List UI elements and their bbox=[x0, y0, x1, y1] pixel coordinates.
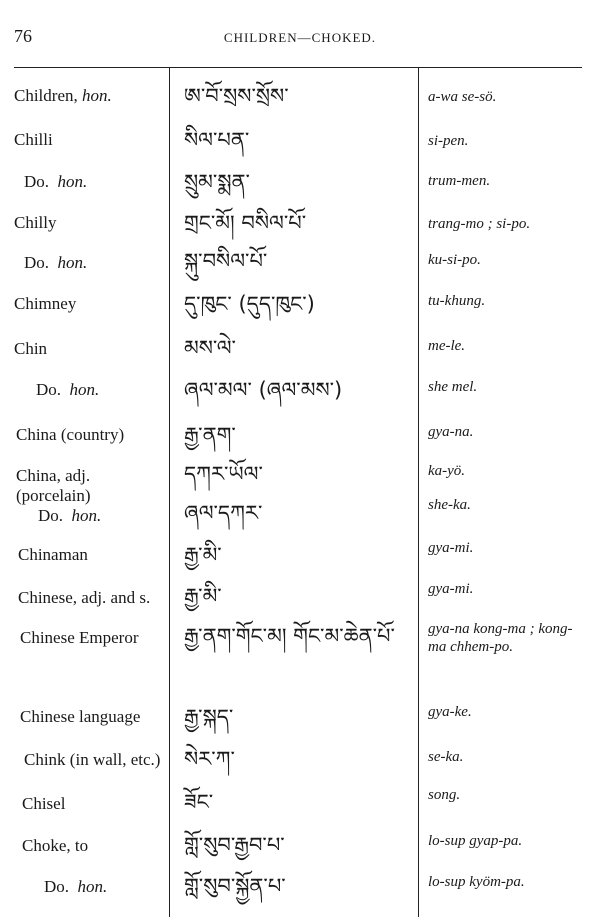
tibetan-term: སྲུམ་སྨན་ bbox=[184, 170, 250, 194]
tibetan-term: དཀར་ཡོལ་ bbox=[184, 462, 263, 486]
transliteration: tu-khung. bbox=[428, 293, 486, 309]
running-head: CHILDREN—CHOKED. bbox=[223, 30, 377, 45]
english-headword: Do. hon. bbox=[24, 172, 88, 191]
transliteration: she-ka. bbox=[428, 497, 471, 513]
tibetan-term: སྐུ་བསིལ་པོ་ bbox=[184, 249, 268, 273]
english-headword: China (country) bbox=[16, 425, 125, 444]
english-headword: Chilli bbox=[14, 130, 53, 149]
tibetan-term: ཟོང་ bbox=[184, 790, 214, 814]
transliteration: song. bbox=[428, 787, 461, 803]
transliteration: gya-na kong-ma ; kong-ma chhem-po. bbox=[428, 621, 573, 655]
tibetan-term: རྒྱ་ནག་ bbox=[184, 423, 236, 447]
transliteration: gya-mi. bbox=[428, 540, 474, 556]
english-headword: Chink (in wall, etc.) bbox=[24, 750, 161, 769]
transliteration: gya-na. bbox=[428, 424, 474, 440]
transliteration: me-le. bbox=[428, 338, 466, 354]
transliteration: lo-sup kyöm-pa. bbox=[428, 874, 525, 890]
english-headword: Chinese, adj. and s. bbox=[18, 588, 151, 607]
tibetan-term: ཞལ་དཀར་ bbox=[184, 501, 263, 525]
tibetan-term: རྒྱ་སྐད་ bbox=[184, 705, 234, 729]
tibetan-term: རྒྱ་མི་ bbox=[184, 543, 222, 567]
tibetan-term: གྲང་མོ། བསིལ་པོ་ bbox=[184, 211, 307, 235]
tibetan-term: ཞལ་མལ་ (ཞལ་མས་) bbox=[184, 378, 343, 402]
tibetan-term: གློ་སུབ་རྒྱབ་པ་ bbox=[184, 833, 285, 857]
english-headword: Chinese language bbox=[20, 707, 141, 726]
transliteration: se-ka. bbox=[428, 749, 464, 765]
english-headword: Chinese Emperor bbox=[20, 628, 139, 647]
header-rule bbox=[14, 67, 582, 68]
english-headword: China, adj. (porcelain) bbox=[16, 466, 91, 505]
tibetan-term: རྒྱ་མི་ bbox=[184, 584, 222, 608]
transliteration: ka-yö. bbox=[428, 463, 466, 479]
transliteration: gya-ke. bbox=[428, 704, 472, 720]
tibetan-term: དུ་ཁུང་ (དུད་ཁུང་) bbox=[184, 292, 315, 316]
transliteration: a-wa se-sö. bbox=[428, 89, 497, 105]
english-headword: Choke, to bbox=[22, 836, 89, 855]
english-headword: Chinaman bbox=[18, 545, 88, 564]
english-headword: Do. hon. bbox=[24, 253, 88, 272]
page-number: 76 bbox=[14, 26, 32, 46]
transliteration: lo-sup gyap-pa. bbox=[428, 833, 523, 849]
tibetan-term: རྒྱ་ནག་གོང་མ། གོང་མ་ཆེན་པོ་ bbox=[184, 624, 395, 648]
tibetan-term: ཨ་བོ་སྲས་སྲོས་ bbox=[184, 84, 289, 108]
column-rule-left bbox=[169, 68, 170, 917]
tibetan-term: མས་ལེ་ bbox=[184, 336, 236, 360]
tibetan-term: སིལ་པན་ bbox=[184, 128, 250, 152]
english-headword: Chin bbox=[14, 339, 48, 358]
column-rule-right bbox=[418, 68, 419, 917]
tibetan-term: སེར་ཀ་ bbox=[184, 747, 235, 771]
transliteration: gya-mi. bbox=[428, 581, 474, 597]
tibetan-term: གློ་སུབ་སྐྱོན་པ་ bbox=[184, 874, 286, 898]
english-headword: Children, hon. bbox=[14, 86, 112, 105]
english-headword: Do. hon. bbox=[38, 506, 102, 525]
english-headword: Do. hon. bbox=[44, 877, 108, 896]
transliteration: si-pen. bbox=[428, 133, 469, 149]
transliteration: she mel. bbox=[428, 379, 478, 395]
transliteration: ku-si-po. bbox=[428, 252, 481, 268]
transliteration: trum-men. bbox=[428, 173, 491, 189]
english-headword: Chisel bbox=[22, 794, 66, 813]
english-headword: Do. hon. bbox=[36, 380, 100, 399]
english-headword: Chimney bbox=[14, 294, 77, 313]
english-headword: Chilly bbox=[14, 213, 57, 232]
transliteration: trang-mo ; si-po. bbox=[428, 216, 531, 232]
